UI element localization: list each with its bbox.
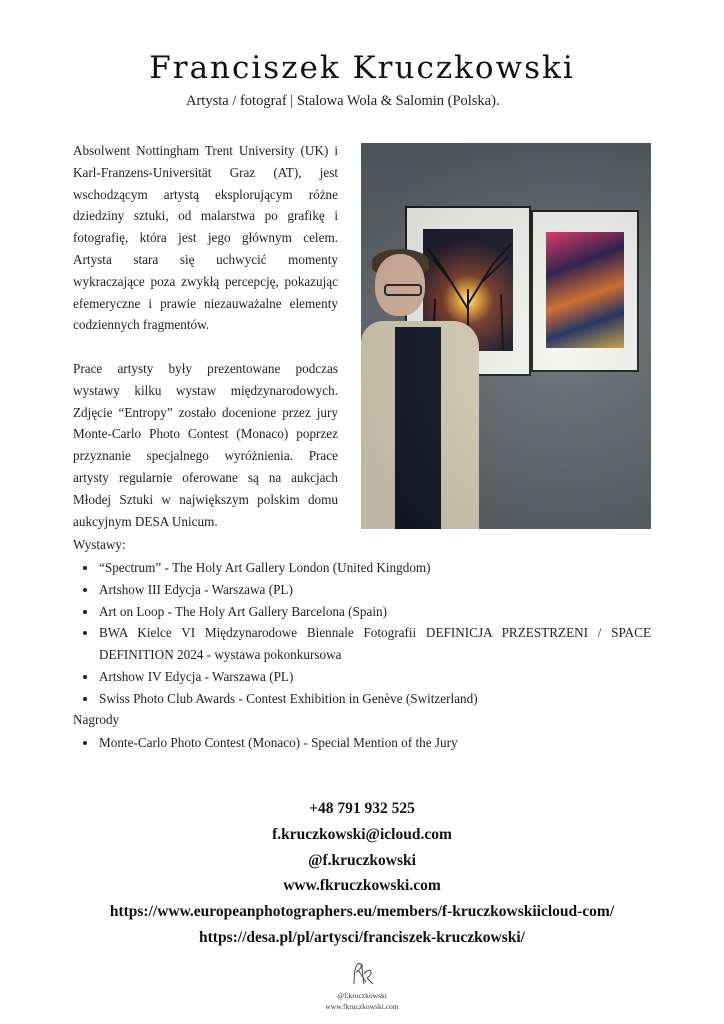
- european-photographers-link[interactable]: https://www.europeanphotographers.eu/members/f-kruczkowskiicloud-com/: [109, 903, 615, 920]
- list-item: Art on Loop - The Holy Art Gallery Barcelona (Spain): [73, 601, 651, 623]
- list-item: Artshow III Edycja - Warszawa (PL): [73, 579, 651, 601]
- contact-email[interactable]: f.kruczkowski@icloud.com: [272, 826, 452, 843]
- page-subtitle: Artysta / fotograf | Stalowa Wola & Salomin (Polska).: [186, 93, 500, 109]
- desa-link[interactable]: https://desa.pl/pl/artysci/franciszek-kruczkowski/: [199, 929, 525, 946]
- bio-section: [73, 140, 338, 554]
- footer-website: www.fkruczkowski.com: [325, 1002, 399, 1011]
- list-item: Artshow IV Edycja - Warszawa (PL): [73, 666, 651, 688]
- list-item: Swiss Photo Club Awards - Contest Exhibition in Genève (Switzerland): [73, 688, 651, 710]
- footer-handle: @f.kruczkowski: [337, 991, 387, 1000]
- signature-logo-icon: [348, 960, 376, 988]
- artist-photo: [361, 143, 651, 529]
- awards-list: [73, 732, 651, 754]
- exhibitions-heading: Wystawy:: [73, 537, 126, 552]
- list-item: BWA Kielce VI Międzynarodowe Biennale Fotografii DEFINICJA PRZESTRZENI / SPACE DEFINITION 2024 - wystawa pokonkursowa: [73, 622, 651, 666]
- contact-phone[interactable]: +48 791 932 525: [309, 800, 415, 817]
- contact-handle[interactable]: @f.kruczkowski: [308, 852, 416, 869]
- exhibitions-list: [73, 557, 651, 710]
- list-item: “Spectrum” - The Holy Art Gallery London (United Kingdom): [73, 557, 651, 579]
- contact-website-link[interactable]: www.fkruczkowski.com: [283, 877, 441, 894]
- awards-heading: Nagrody: [73, 712, 120, 727]
- bio-paragraph: Prace artysty były prezentowane podczas wystawy kilku wystaw międzynarodowych. Zdjęcie “Entropy” zostało docenione przez jury Monte-Carlo Photo Contest (Monaco) poprzez przyznanie specjalnego wyróżnienia. Prace artysty regularnie oferowane są na aukcjach Młodej Sztuki w największym polskim domu aukcyjnym DESA Unicum.: [73, 360, 338, 529]
- bio-paragraph: Absolwent Nottingham Trent University (UK) i Karl-Franzens-Universität Graz (AT), jest wschodzącym artystą eksplorującym różne dziedziny sztuki, od malarstwa po grafikę i fotografię, która jest jego głównym celem. Artysta stara się uchwycić momenty wykraczające poza zwykłą percepcję, pokazując efemeryczne i prawie niezauważalne elementy codziennych fragmentów.: [73, 143, 338, 333]
- list-item: Monte-Carlo Photo Contest (Monaco) - Special Mention of the Jury: [73, 732, 651, 754]
- photo-lighting: [361, 143, 651, 529]
- page-title: Franciszek Kruczkowski: [149, 50, 575, 86]
